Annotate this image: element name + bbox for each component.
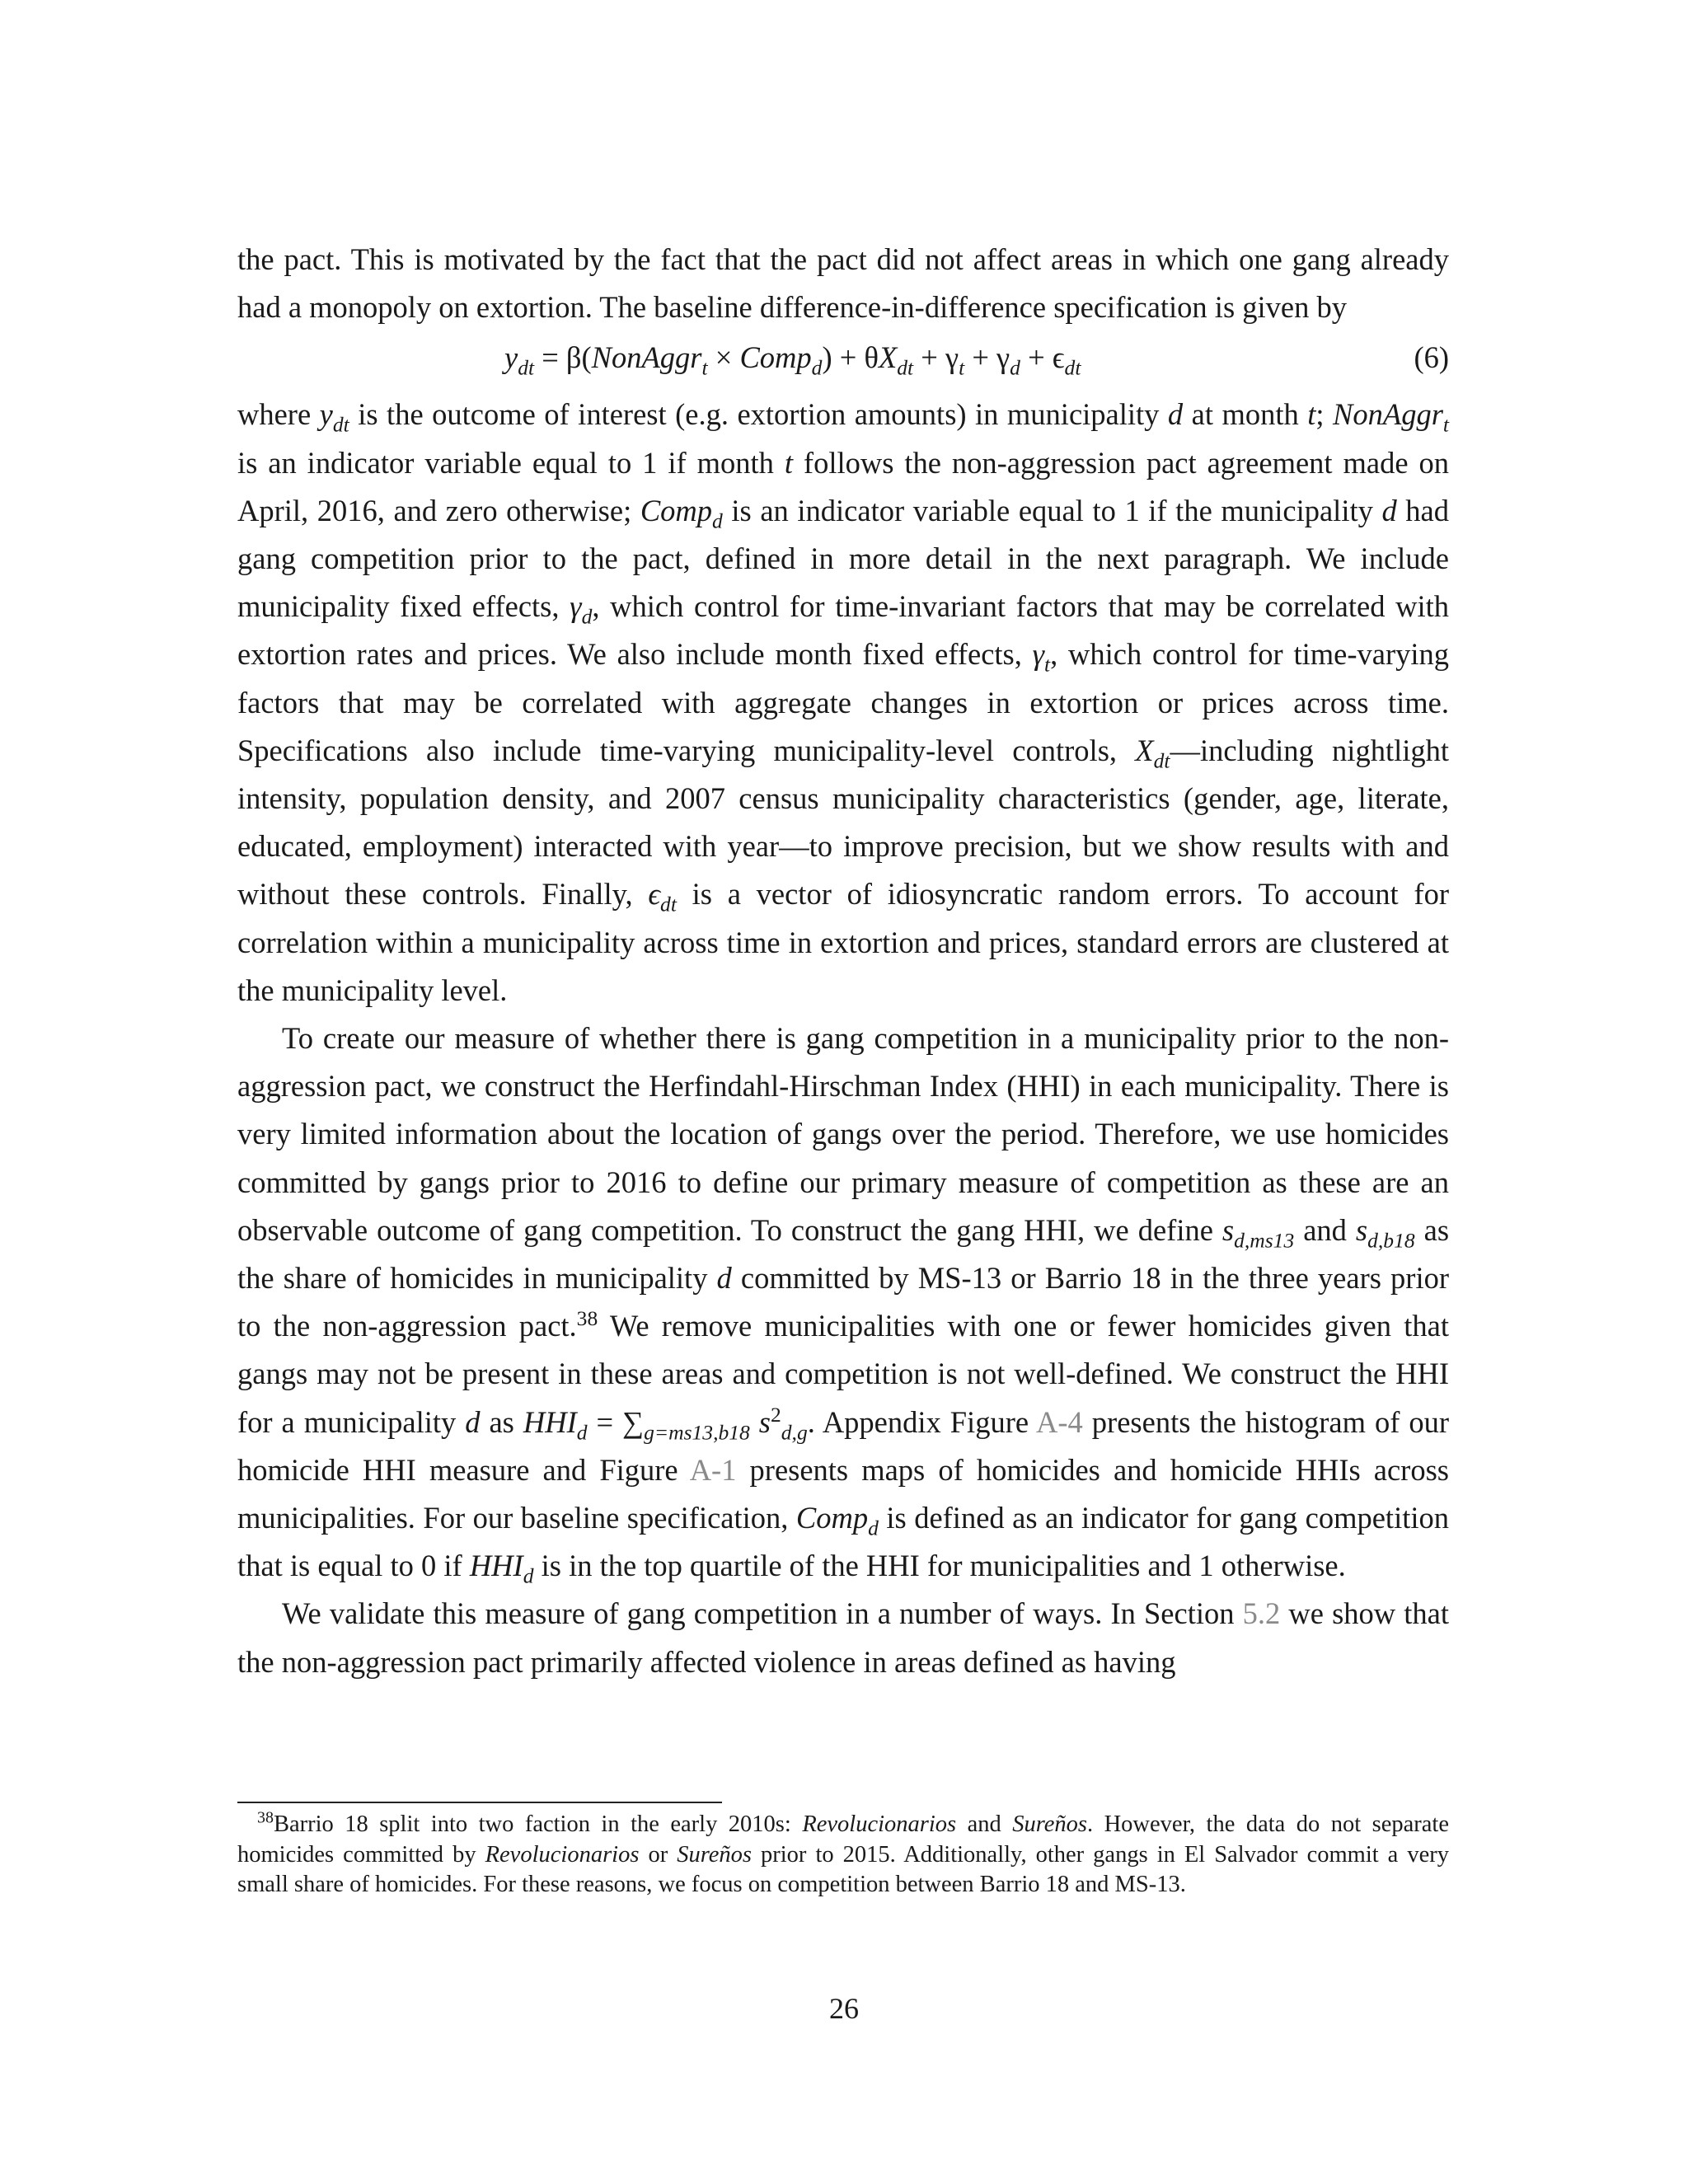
p2-text: at month — [1183, 397, 1308, 432]
paragraph-2 — [237, 391, 1449, 1015]
page-number: 26 — [829, 1992, 859, 2025]
p3-text: as — [480, 1404, 523, 1439]
eq-gamma-d-sub: d — [1010, 355, 1020, 380]
equation-body — [504, 333, 1081, 382]
p2-text: is a vector of idiosyncratic random errors. To account for correlation within a municipality across time in extortion and prices, standard errors are clustered at the municipality level. — [237, 877, 1449, 1007]
main-text — [237, 236, 1449, 1686]
p3-math-comp-sub: d — [868, 1516, 879, 1540]
footnote-38-mark: 38 — [257, 1808, 274, 1827]
p3-math-s-sub: d,ms13 — [1234, 1228, 1295, 1253]
p2-math-x: X — [1135, 733, 1154, 767]
p2-text: is an indicator variable equal to 1 if the municipality — [722, 493, 1382, 527]
footnote-text: Barrio 18 split into two faction in the early 2010s: — [273, 1811, 803, 1837]
p2-math-comp-sub: d — [712, 509, 723, 533]
p3-math-d: d — [465, 1404, 481, 1439]
eq-nonaggr: NonAggr — [591, 340, 702, 375]
eq-x: X — [878, 340, 898, 375]
footnote-italic: Revolucionarios — [485, 1841, 640, 1868]
eq-epsilon-sub: dt — [1064, 355, 1081, 380]
eq-beta: = β( — [534, 340, 592, 375]
eq-gamma-d: + γ — [964, 340, 1010, 375]
p3-text: as the share of homicides in municipality — [237, 1212, 1450, 1296]
eq-times: × — [707, 340, 740, 375]
p2-math-x-sub: dt — [1153, 748, 1170, 773]
footnote-marker[interactable]: 38 — [576, 1306, 598, 1331]
p2-math-d: d — [1381, 493, 1397, 527]
eq-gamma-t-sub: t — [959, 355, 965, 380]
p3-text: We remove municipalities with one or fewer homicides given that gangs may not be present in these areas and competition is not well-defined. We construct the HHI for a municipality — [237, 1309, 1449, 1439]
p3-math-hhi-sub: d — [576, 1419, 588, 1444]
p2-text: is an indicator variable equal to 1 if month — [237, 445, 785, 480]
p2-text: , which control for time-invariant factors that may be correlated with extortion rates and prices. We also include month fixed effects, — [237, 589, 1449, 672]
p3-text: To create our measure of whether there is gang competition in a municipality prior to the non-aggression pact, we construct the Herfindahl-Hirschman Index (HHI) in each municipality. There is very limited information about the location of gangs over the period. Therefore, we use homicides committed by gangs prior to 2016 to define our primary measure of competition as these are an observable outcome of gang competition. To construct the gang HHI, we define — [237, 1021, 1449, 1247]
p3-math-s-sub: d,g — [781, 1419, 808, 1444]
footnote-italic: Revolucionarios — [802, 1811, 957, 1837]
footnote-38 — [237, 1810, 1449, 1900]
p3-text: presents maps of homicides and homicide HHIs across municipalities. For our baseline specification, — [237, 1452, 1449, 1535]
p2-math-t: t — [1307, 397, 1316, 432]
footnote-text: and — [956, 1811, 1013, 1837]
p3-math-comp: Comp — [795, 1501, 869, 1535]
equation-number: (6) — [1414, 340, 1449, 375]
p3-math-d: d — [716, 1261, 732, 1296]
p3-math-s-sup: 2 — [771, 1402, 781, 1427]
p2-math-d: d — [1167, 397, 1184, 432]
footnote-text: or — [639, 1841, 678, 1868]
p2-text: had gang competition prior to the pact, defined in more detail in the next paragraph. We include municipality fixed effects, — [237, 493, 1449, 624]
p3-math-hhi-sub: d — [523, 1563, 534, 1588]
eq-gamma-t: + γ — [913, 340, 959, 375]
p2-math-gamma-d-sub: d — [581, 604, 593, 629]
p2-math-gamma-t-sub: t — [1044, 652, 1051, 677]
p2-math-gamma-d: γ — [570, 589, 582, 624]
eq-theta: ) + θ — [822, 340, 879, 375]
eq-comp-sub: d — [811, 355, 823, 380]
p3-math-hhi: HHI — [523, 1404, 577, 1439]
footnote-text: . However, the data do not separate homicides committed by — [237, 1811, 1449, 1868]
footnote-italic: Sureños — [1012, 1811, 1087, 1837]
p4-text: We validate this measure of gang competition in a number of ways. In Section — [282, 1596, 1243, 1631]
paragraph-3 — [237, 1015, 1449, 1590]
p3-math-sum-sub: g=ms13,b18 — [644, 1419, 750, 1444]
p2-math-nonaggr: NonAggr — [1333, 397, 1443, 432]
p3-text: is defined as an indicator for gang competition that is equal to 0 if — [237, 1501, 1449, 1583]
p2-text: is the outcome of interest (e.g. extortion amounts) in municipality — [349, 397, 1168, 432]
footnote-rule — [237, 1802, 722, 1803]
paragraph-1 — [237, 236, 1449, 331]
p3-math-s-sub: d,b18 — [1367, 1228, 1415, 1253]
p2-text: , which control for time-varying factors that may be correlated with aggregate changes in extortion or prices across time. Specifications also include time-varying municipality-level controls, — [237, 637, 1450, 767]
p2-text: where — [237, 397, 320, 432]
p3-math-sum: = ∑ — [587, 1404, 645, 1439]
p3-text: and — [1294, 1212, 1356, 1247]
p2-math-y-sub: dt — [332, 412, 349, 437]
p2-math-nonaggr-sub: t — [1442, 412, 1450, 437]
eq-y-sub: dt — [518, 355, 535, 380]
p2-math-gamma-t: γ — [1032, 637, 1045, 672]
figure-a4-link[interactable]: A-4 — [1036, 1404, 1083, 1439]
p2-text: follows the non-aggression pact agreement made on April, 2016, and zero otherwise; — [237, 445, 1449, 527]
p3-math-s: s — [1221, 1212, 1235, 1247]
eq-y: y — [504, 340, 518, 375]
equation-6 — [237, 333, 1449, 382]
p3-math-s: s — [749, 1404, 771, 1439]
p3-text: is in the top quartile of the HHI for municipalities and 1 otherwise. — [533, 1549, 1346, 1583]
eq-nonaggr-sub: t — [701, 355, 708, 380]
footnote-italic: Sureños — [677, 1841, 752, 1868]
p2-text: ; — [1315, 397, 1334, 432]
p2-math-y: y — [319, 397, 333, 432]
p2-math-epsilon-sub: dt — [660, 892, 677, 916]
p2-math-comp: Comp — [640, 493, 713, 527]
p3-text: presents the histogram of our homicide HHI measure and Figure — [237, 1404, 1450, 1487]
p2-math-t: t — [784, 445, 793, 480]
paragraph-1-text: the pact. This is motivated by the fact that the pact did not affect areas in which one gang already had a monopoly on extortion. The baseline difference-in-difference specification is given by — [237, 242, 1449, 325]
p3-math-s: s — [1355, 1212, 1368, 1247]
p4-text: we show that the non-aggression pact primarily affected violence in areas defined as having — [237, 1596, 1449, 1679]
eq-comp: Comp — [739, 340, 812, 375]
figure-a1-link[interactable]: A-1 — [689, 1452, 737, 1487]
p3-text: committed by MS-13 or Barrio 18 in the three years prior to the non-aggression pact. — [237, 1261, 1449, 1343]
paragraph-4 — [237, 1590, 1449, 1685]
section-5-2-link[interactable]: 5.2 — [1242, 1596, 1281, 1631]
eq-epsilon: + ϵ — [1020, 340, 1065, 375]
p2-math-epsilon: ϵ — [648, 877, 661, 912]
p3-math-hhi: HHI — [469, 1549, 523, 1583]
eq-x-sub: dt — [897, 355, 914, 380]
footnote-text: prior to 2015. Additionally, other gangs in El Salvador commit a very small share of homicides. For these reasons, we focus on competition between Barrio 18 and MS-13. — [237, 1841, 1449, 1898]
p3-text: . Appendix Figure — [807, 1404, 1037, 1439]
p2-text: —including nightlight intensity, population density, and 2007 census municipality characteristics (gender, age, literate, educated, employment) interacted with year—to improve precision, but we show results with and without these controls. Finally, — [237, 733, 1450, 912]
